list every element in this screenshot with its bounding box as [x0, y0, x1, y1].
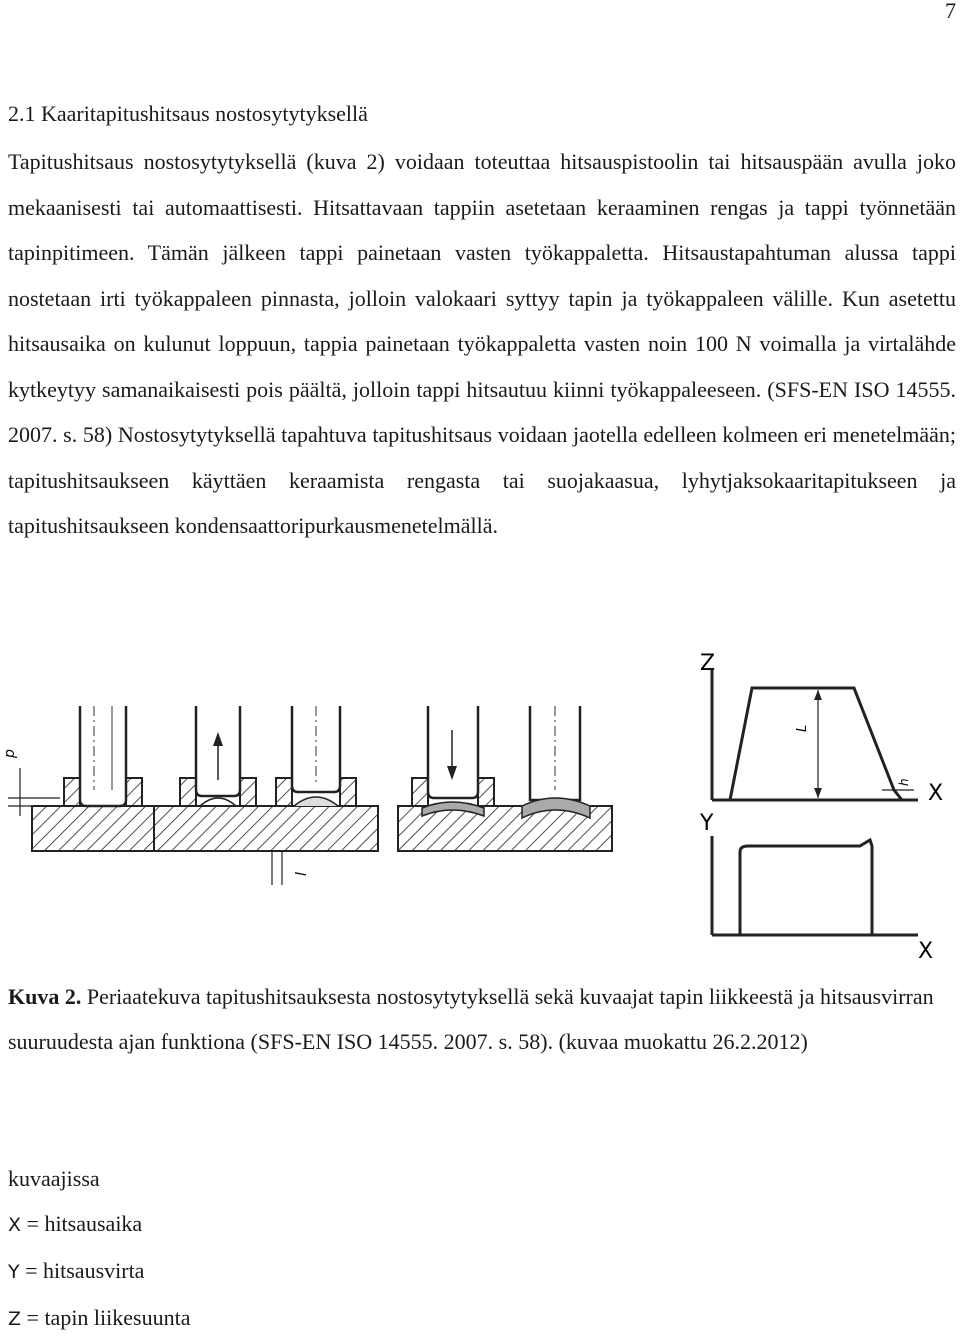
graph-top-y-label: Z	[700, 651, 716, 676]
ferrule-left-1	[64, 778, 80, 806]
page-number: 7	[945, 0, 956, 23]
graph-bottom-y-label: Y	[700, 811, 714, 836]
workpiece-2	[154, 806, 378, 851]
graph-stud-movement	[700, 651, 943, 806]
body-paragraph: Tapitushitsaus nostosytytyksellä (kuva 2) voidaan toteuttaa hitsauspistoolin tai hitsauspään avulla joko mekaanisesti tai automaattisesti. Hitsattavaan tappiin asetetaan keraaminen rengas ja tappi työnnetään tapinpitimeen. Tämän jälkeen tappi painetaan vasten työkappaletta. Hitsaustapahtuman alussa tappi nostetaan irti työkappaleen pinnasta, jolloin valokaari syttyy tapin ja työkappaleen välille. Kun asetettu hitsausaika on kulunut loppuun, tappia painetaan työkappaletta vasten noin 100 N voimalla ja virtalähde kytkeytyy samanaikaisesti pois päältä, jolloin tappi hitsautuu kiinni työkappaleeseen. (SFS-EN ISO 14555. 2007. s. 58) Nostosytytyksellä tapahtuva tapitushitsaus voidaan jaotella edelleen kolmeen eri menetelmään; tapitushitsaukseen käyttäen keraamista rengasta tai suojakaasua, lyhytjaksokaaritapitukseen ja tapitushitsaukseen kondensaattoripurkausmenetelmällä.	[8, 149, 956, 538]
movement-curve	[712, 688, 902, 800]
stud-1	[80, 706, 126, 806]
graph-legend	[8, 1156, 190, 1342]
ferrule-right-3	[340, 778, 356, 806]
current-curve	[740, 840, 872, 935]
graph-top-x-label: X	[928, 781, 944, 806]
legend-item-x: X = hitsausaika	[8, 1211, 143, 1236]
ferrule-left-2	[180, 778, 196, 806]
label-p: p	[2, 749, 18, 758]
figure-illustration	[0, 640, 960, 965]
label-h: h	[897, 778, 911, 786]
graph-welding-current	[699, 811, 933, 964]
ferrule-left-3	[276, 778, 292, 806]
stage-3-stud-plunge	[398, 706, 612, 851]
caption-text: Periaatekuva tapitushitsauksesta nostosytytyksellä sekä kuvaajat tapin liikkeestä ja hitsausvirran suuruudesta ajan funktiona (SFS-EN ISO 14555. 2007. s. 58). (kuvaa muokattu 26.2.2012)	[8, 984, 934, 1054]
figure-caption	[8, 974, 948, 1064]
stage-2-stud-lift	[154, 706, 378, 885]
figure-stud-welding	[0, 640, 960, 965]
legend-item-y: Y = hitsausvirta	[8, 1258, 145, 1283]
ferrule-right-1	[126, 778, 142, 806]
ferrule-left-4	[412, 778, 428, 806]
workpiece-1	[32, 806, 154, 851]
ferrule-right-2	[240, 778, 256, 806]
stage-1-stud-contact	[2, 706, 154, 851]
caption-label: Kuva 2.	[8, 984, 82, 1009]
legend-item-z: Z = tapin liikesuunta	[8, 1305, 191, 1330]
stud-4	[428, 706, 478, 798]
ferrule-right-4	[478, 778, 494, 806]
label-l: l	[294, 872, 310, 876]
section-heading: 2.1 Kaaritapitushitsaus nostosytytyksellä	[8, 101, 368, 126]
graph-bottom-x-label: X	[918, 939, 934, 964]
label-L: L	[795, 724, 810, 732]
legend-heading: kuvaajissa	[8, 1166, 100, 1191]
